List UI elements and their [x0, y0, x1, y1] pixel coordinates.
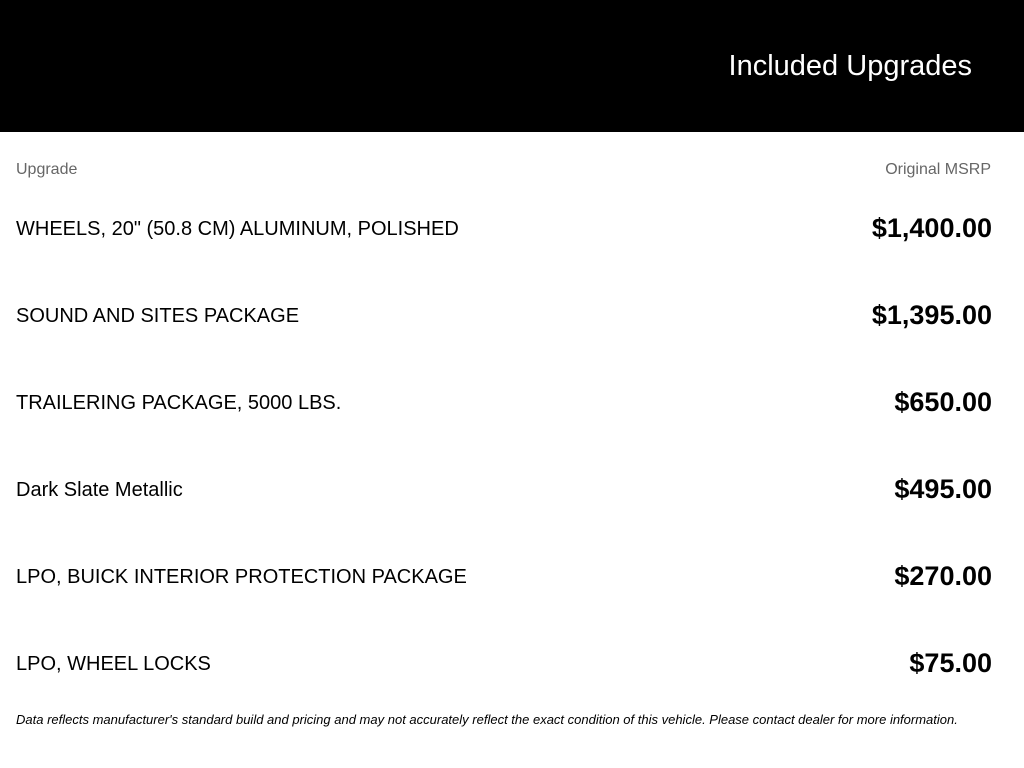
- upgrade-row: [0, 374, 1024, 461]
- page-header: [0, 0, 1024, 132]
- upgrade-price: $270.00: [894, 561, 992, 591]
- upgrade-price: $495.00: [894, 474, 992, 504]
- upgrades-list: [0, 200, 1024, 722]
- upgrade-row: [0, 200, 1024, 287]
- upgrade-row: [0, 635, 1024, 722]
- upgrade-row: [0, 548, 1024, 635]
- column-header-msrp: Original MSRP: [885, 161, 991, 178]
- upgrade-name: SOUND AND SITES PACKAGE: [16, 305, 300, 327]
- upgrade-price: $1,395.00: [871, 300, 992, 330]
- disclaimer-footnote: Data reflects manufacturer's standard build and pricing and may not accurately reflect the exact condition of this vehicle. Please contact dealer for more information.: [16, 712, 958, 727]
- upgrade-row: [0, 287, 1024, 374]
- column-header-upgrade: Upgrade: [16, 161, 78, 178]
- upgrade-name: TRAILERING PACKAGE, 5000 LBS.: [16, 392, 342, 414]
- upgrade-name: LPO, WHEEL LOCKS: [16, 653, 211, 675]
- upgrade-name: WHEELS, 20" (50.8 CM) ALUMINUM, POLISHED: [16, 218, 459, 240]
- upgrade-price: $650.00: [894, 387, 992, 417]
- upgrade-name: LPO, BUICK INTERIOR PROTECTION PACKAGE: [16, 566, 467, 588]
- page-title: Included Upgrades: [728, 50, 972, 82]
- upgrade-row: [0, 461, 1024, 548]
- upgrade-name: Dark Slate Metallic: [16, 479, 183, 501]
- upgrade-price: $1,400.00: [871, 213, 992, 243]
- upgrade-price: $75.00: [909, 648, 992, 678]
